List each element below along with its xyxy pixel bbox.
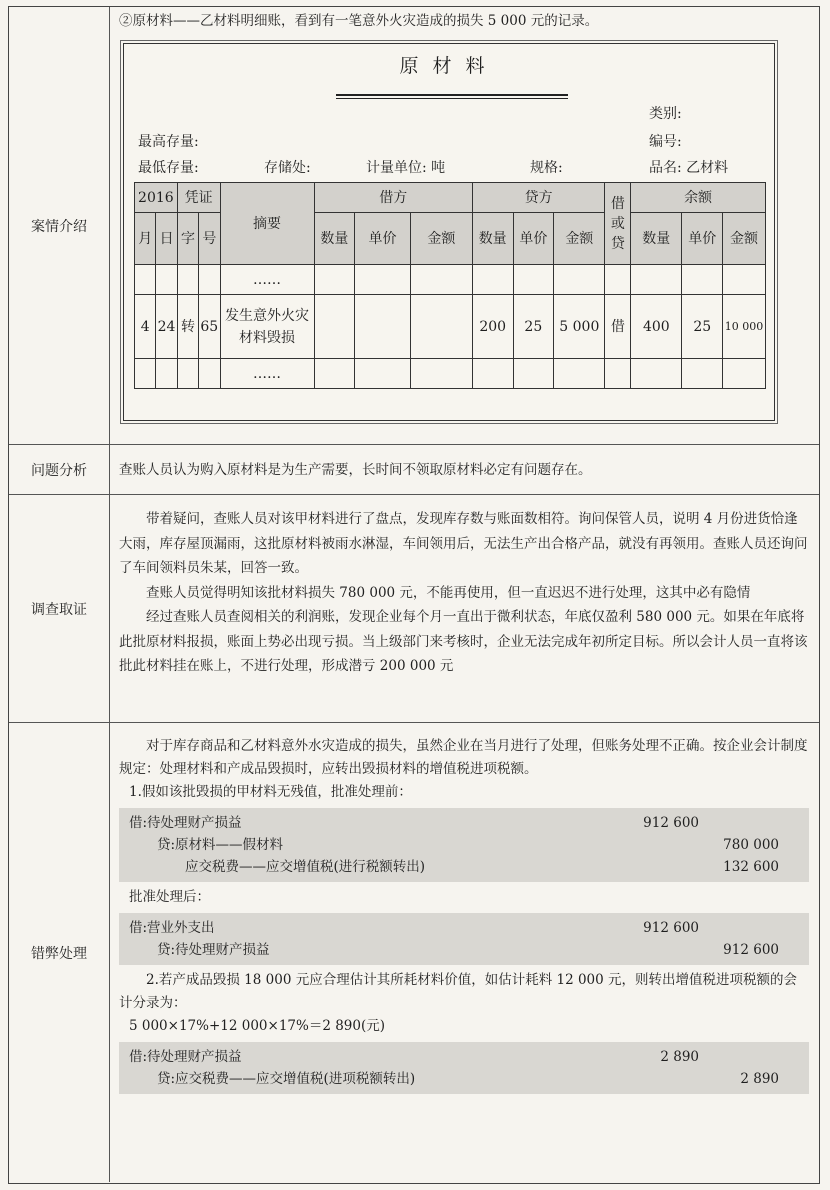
entry-credit: 780 000 <box>723 837 779 853</box>
correction-section <box>9 723 819 1182</box>
investigation-p3: 经过查账人员查阅相关的利润账，发现企业每个月一直出于微利状态，年底仅盈利 580 000 元。如果在年底将此批原材料报损，账面上势必出现亏损。当上级部门来考核时，企业无法完成年初所定目标。所以会计人员一直将该批此材料挂在账上，不进行处理，形成潜亏 200 000 元 <box>119 609 808 674</box>
entry-line <box>129 834 799 856</box>
investigation-section <box>9 495 819 723</box>
ellipsis-cell: …… <box>220 359 314 389</box>
case-intro: ②原材料——乙材料明细账，看到有一笔意外火灾造成的损失 5 000 元的记录。 <box>119 13 599 29</box>
header-debit-qty: 数量 <box>314 213 355 265</box>
header-day: 日 <box>156 213 177 265</box>
spec-field: 规格: <box>530 160 563 176</box>
entry-account: 贷:应交税费——应交增值税(进项税额转出) <box>157 1071 416 1087</box>
table-row <box>135 265 766 295</box>
correction-content <box>109 723 819 1182</box>
entry-credit: 912 600 <box>723 942 779 958</box>
row-credit-amount: 5 000 <box>554 295 605 359</box>
header-no: 号 <box>199 213 220 265</box>
correction-p4: 2.若产成品毁损 18 000 元应合理估计其所耗材料价值，如估计耗料 12 000 元，则转出增值税进项税额的会计分录为： <box>119 972 798 1011</box>
header-type: 字 <box>177 213 198 265</box>
max-stock-field: 最高存量: <box>138 134 199 150</box>
case-label: 案情介绍 <box>9 7 110 444</box>
entry-debit: 2 890 <box>660 1049 699 1065</box>
row-bal-price: 25 <box>682 295 723 359</box>
entry-line <box>129 1068 799 1090</box>
problem-section <box>9 445 819 495</box>
header-credit-qty: 数量 <box>472 213 513 265</box>
entry-debit: 912 600 <box>643 815 699 831</box>
problem-label: 问题分析 <box>9 445 110 494</box>
entry-line <box>129 939 799 961</box>
journal-entry-1 <box>119 808 809 882</box>
entry-line <box>129 812 799 834</box>
correction-p1: 对于库存商品和乙材料意外水灾造成的损失，虽然企业在当月进行了处理，但账务处理不正确。按企业会计制度规定：处理材料和产成品毁损时，应转出毁损材料的增值税进项税额。 <box>119 738 808 777</box>
correction-p3: 批准处理后： <box>129 889 210 905</box>
header-balance-qty: 数量 <box>631 213 682 265</box>
journal-entry-3 <box>119 1042 809 1094</box>
investigation-p2: 查账人员觉得明知该批材料损失 780 000 元，不能再使用，但一直迟迟不进行处理，这其中必有隐情 <box>146 584 751 601</box>
entry-debit: 912 600 <box>643 920 699 936</box>
entry-account: 应交税费——应交增值税(进行税额转出) <box>185 859 426 875</box>
entry-account: 贷:待处理财产损益 <box>157 942 270 958</box>
problem-content <box>109 445 819 494</box>
header-month: 月 <box>135 213 156 265</box>
header-debit-price: 单价 <box>355 213 411 265</box>
entry-credit: 2 890 <box>740 1071 779 1087</box>
entry-account: 贷:原材料——假材料 <box>157 837 284 853</box>
ledger-table <box>134 182 766 389</box>
min-stock-field: 最低存量: <box>138 160 199 176</box>
row-dc: 借 <box>605 295 631 359</box>
table-row <box>135 359 766 389</box>
category-field: 类别: <box>649 106 682 122</box>
ellipsis-cell: …… <box>220 265 314 295</box>
header-debit: 借方 <box>314 183 472 213</box>
product-field: 品名: 乙材料 <box>649 160 729 176</box>
investigation-p1: 带着疑问，查账人员对该甲材料进行了盘点，发现库存数与账面数相符。询问保管人员，说明 4 月份进货恰逢大雨，库存屋顶漏雨，这批原材料被雨水淋湿，车间领用后，无法生产出合格产品，就没有再领用。查账人员还询问了车间领料员朱某，回答一致。 <box>119 511 808 576</box>
entry-line <box>129 856 799 878</box>
row-month: 4 <box>135 295 156 359</box>
row-summary: 发生意外火灾材料毁损 <box>220 295 314 359</box>
header-dc: 借或贷 <box>605 183 631 265</box>
header-credit-price: 单价 <box>513 213 554 265</box>
ledger-card <box>123 43 775 421</box>
ledger-title: 原材料 <box>399 55 499 77</box>
entry-account: 借:待处理财产损益 <box>129 815 242 831</box>
investigation-label: 调查取证 <box>9 495 110 722</box>
journal-entry-2 <box>119 913 809 965</box>
header-summary: 摘要 <box>220 183 314 265</box>
case-section <box>9 7 819 445</box>
correction-label: 错弊处理 <box>9 723 110 1182</box>
row-credit-qty: 200 <box>472 295 513 359</box>
problem-text: 查账人员认为购入原材料是为生产需要，长时间不领取原材料必定有问题存在。 <box>119 461 592 478</box>
entry-account: 借:待处理财产损益 <box>129 1049 242 1065</box>
number-field: 编号: <box>649 134 682 150</box>
row-day: 24 <box>156 295 177 359</box>
row-type: 转 <box>177 295 198 359</box>
formula: 5 000×17%+12 000×17%＝2 890(元) <box>129 1018 386 1034</box>
title-rule <box>336 94 568 96</box>
row-credit-price: 25 <box>513 295 554 359</box>
investigation-content <box>109 495 819 722</box>
header-balance: 余额 <box>631 183 766 213</box>
header-balance-amount: 金额 <box>723 213 766 265</box>
case-page <box>8 6 820 1184</box>
table-row <box>135 295 766 359</box>
header-voucher: 凭证 <box>177 183 220 213</box>
location-field: 存储处: <box>264 160 311 176</box>
header-credit: 贷方 <box>472 183 605 213</box>
unit-field: 计量单位: 吨 <box>366 160 446 176</box>
header-balance-price: 单价 <box>682 213 723 265</box>
correction-p2: 1.假如该批毁损的甲材料无残值，批准处理前： <box>129 784 412 800</box>
case-content <box>109 7 819 444</box>
entry-account: 借:营业外支出 <box>129 920 215 936</box>
header-credit-amount: 金额 <box>554 213 605 265</box>
header-year: 2016 <box>135 183 178 213</box>
row-bal-amount: 10 000 <box>723 295 766 359</box>
row-no: 65 <box>199 295 220 359</box>
entry-credit: 132 600 <box>723 859 779 875</box>
entry-line <box>129 1046 799 1068</box>
header-debit-amount: 金额 <box>410 213 472 265</box>
row-bal-qty: 400 <box>631 295 682 359</box>
title-rule-thin <box>336 98 568 99</box>
entry-line <box>129 917 799 939</box>
